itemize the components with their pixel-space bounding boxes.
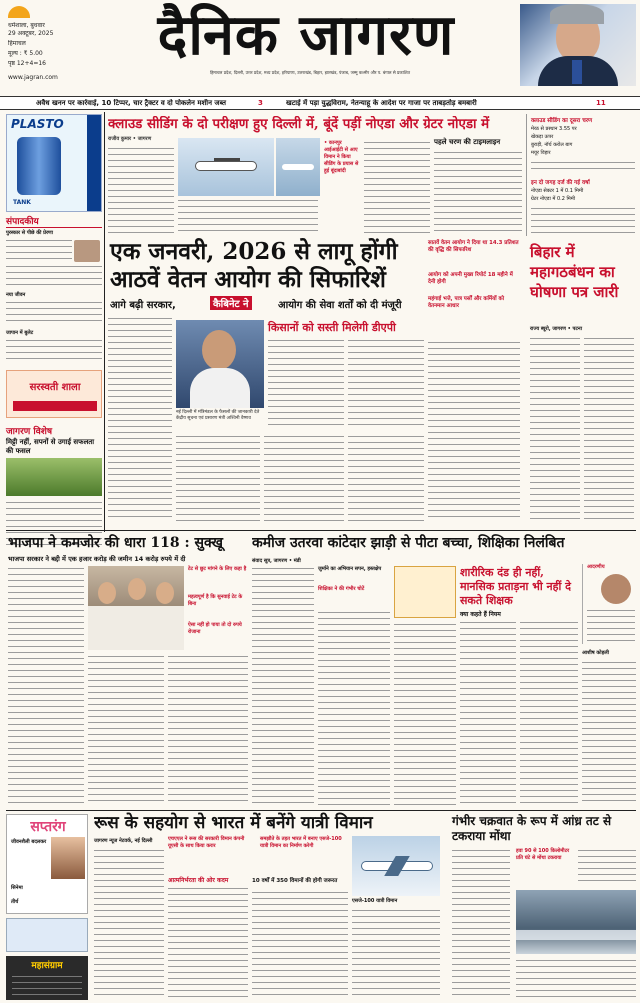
saraswati-shala-box[interactable] bbox=[6, 370, 102, 418]
ticker-bar bbox=[0, 96, 640, 110]
cyclone-waves-photo bbox=[516, 890, 636, 954]
saptrang-photo bbox=[51, 837, 85, 879]
lead-byline: राजीव कुमार • जागरण bbox=[108, 136, 152, 142]
main-headline-2[interactable]: आठवें वेतन आयोग की सिफारिशें bbox=[110, 266, 386, 293]
russia-headline[interactable]: रूस के सहयोग से भारत में बनेंगे यात्री विमान bbox=[94, 813, 373, 833]
seeding-item-4: मयूर विहार bbox=[531, 150, 551, 156]
saraswati-shala-title: सरस्वती शाला bbox=[29, 382, 81, 393]
sukhu-photo bbox=[88, 566, 184, 650]
seeding-item-3: बुराड़ी, नॉर्थ करोल बाग bbox=[531, 142, 573, 148]
water-tank-image bbox=[17, 137, 61, 195]
rain-item-2: ग्रेटर नोएडा में 0.2 मिमी bbox=[531, 196, 576, 202]
bihar-byline: राज्य ब्यूरो, जागरण • पटना bbox=[530, 326, 582, 332]
ticker-left[interactable]: अवैध खनन पर कार्रवाई, 10 टिप्पर, चार ट्रैक्टर व दो पोकलेन मशीन जब्त bbox=[36, 99, 227, 107]
vishesh-headline[interactable]: मिट्टी नहीं, सपनों से उगाई सफलता की फसल bbox=[6, 437, 95, 455]
russia-point-2: समझौते के तहत भारत में बनाए एसजे-100 यात्री विमान का निर्माण करेगी bbox=[260, 836, 342, 849]
point-1: सातवें वेतन आयोग ने दिया था 14.3 प्रतिशत की वृद्धि की सिफारिश bbox=[428, 240, 519, 253]
saptrang-item-3: तीर्थ bbox=[11, 899, 19, 905]
author-name: आशीष कोहली bbox=[582, 650, 609, 656]
physical-subhead: क्या कहते हैं नियम bbox=[460, 611, 501, 618]
kameez-byline: संवाद सूत्र, जागरण • मंडी bbox=[252, 558, 301, 564]
kameez-point-1: जुर्माने का अभियान सपन, हस्तक्षेप bbox=[318, 566, 382, 572]
newspaper-title: दैनिक जागरण bbox=[157, 2, 455, 68]
point-3: महंगाई भत्ते, पात्र पर्सों और कर्मियों को वेतनमान आधार bbox=[428, 296, 505, 309]
ticker-right[interactable]: खटाई में पड़ा युद्धविराम, नेतन्याहू के आदेश पर गाजा पर ताबड़तोड़ बमबारी bbox=[286, 99, 477, 107]
ad-brand: PLASTO bbox=[11, 117, 64, 131]
cabinet-badge: कैबिनेट ने bbox=[210, 296, 252, 310]
saptrang-item-1: जीवनशैली बदलकर bbox=[11, 839, 47, 845]
bjp-point-2: महत्वपूर्ण है कि सुनवाई टेट के बिना bbox=[188, 594, 243, 607]
russia-box-title: आत्मनिर्भरता की ओर कदम bbox=[168, 877, 229, 884]
highlight-box bbox=[394, 566, 456, 618]
quote-title: आदरणीय bbox=[587, 564, 605, 570]
quote-card bbox=[582, 564, 636, 644]
saptrang-title: सप्तरंग bbox=[30, 819, 66, 835]
editorial-section bbox=[6, 214, 102, 364]
cyclone-box: हवा 90 से 100 किलोमीटर प्रति घंटे से मोंथा टकराया bbox=[516, 848, 570, 861]
rain-subtitle: इन दो जगह दर्ज की गई वर्षा bbox=[531, 180, 590, 186]
physical-punishment-headline[interactable]: शारीरिक दंड ही नहीं, मानसिक प्रताड़ना भी नहीं दे सकते शिक्षक bbox=[460, 566, 572, 607]
lead-body-col1 bbox=[108, 146, 174, 236]
vaishnaw-photo bbox=[176, 320, 264, 408]
issue-date: 29 अक्टूबर, 2025 bbox=[8, 30, 54, 37]
plane-photo-caption: एसजे-100 यात्री विमान bbox=[352, 898, 398, 904]
editorial-author-photo bbox=[74, 240, 100, 262]
bjp-headline[interactable]: भाजपा ने कमजोर की धारा 118 : सुक्खू bbox=[8, 535, 224, 551]
point-2: आयोग को अपनी मुख्य रिपोर्ट 18 महीने में देनी होगी bbox=[428, 272, 513, 285]
main-photo-caption: नई दिल्ली में मंत्रिमंडल के फैसलों की जानकारी देते केंद्रीय सूचना एवं प्रसारण मंत्री अश्विनी वैष्णव bbox=[176, 410, 260, 421]
price: मूल्य : ₹ 5.00 bbox=[8, 50, 43, 57]
rain-item-1: नोएडा सेक्टर 1 में 0.1 मिमी bbox=[531, 188, 584, 194]
sj100-plane-photo bbox=[352, 836, 440, 896]
ad-tagline: TANK bbox=[13, 199, 31, 206]
mahasangram-title: महासंग्राम bbox=[31, 961, 63, 971]
editorial-item-2[interactable]: नया जीवन bbox=[6, 292, 26, 298]
timeline-label: पहले चरण की टाइमलाइन bbox=[434, 138, 501, 146]
plasto-ad[interactable] bbox=[6, 114, 102, 212]
lead-headline[interactable]: क्लाउड सीडिंग के दो परीक्षण हुए दिल्ली में, बूंदें पड़ीं नोएडा और ग्रेटर नोएडा में bbox=[108, 116, 490, 132]
russia-point-1: एचएएल ने रूस की सरकारी विमान कंपनी यूएसी के साथ किया करार bbox=[168, 836, 245, 849]
main-headline-1[interactable]: एक जनवरी, 2026 से लागू होंगी bbox=[110, 238, 398, 265]
editorial-item-1[interactable]: पुरस्कार से पीछे की प्रेरणा bbox=[6, 230, 53, 236]
bjp-points bbox=[188, 566, 248, 666]
russia-box-sub: 10 वर्षों में 350 विमानों की होगी जरूरत bbox=[252, 878, 338, 884]
city-date: धर्मशाला, बुधवार bbox=[8, 22, 45, 29]
editorial-item-3[interactable]: जापान में बुलेट bbox=[6, 330, 34, 336]
seeding-phase-box bbox=[526, 114, 636, 236]
bjp-point-1: टेट से छूट मांगने के लिए कहा है bbox=[188, 566, 247, 572]
saptrang-box[interactable] bbox=[6, 814, 88, 914]
lead-side-caption: • कानपुर आईआईटी से आए विमान ने किया सीडिंग के प्रयास से हुई बूंदाबांदी bbox=[324, 140, 359, 174]
edition-name: हिमाचल bbox=[8, 40, 26, 47]
kameez-headline[interactable]: कमीज उतरवा कांटेदार झाड़ी से पीटा बच्चा, शिक्षिका निलंबित bbox=[252, 535, 565, 551]
cloud-seeding-plane-photo-2 bbox=[276, 138, 320, 196]
farmers-headline[interactable]: किसानों को सस्ती मिलेगी डीएपी bbox=[268, 321, 396, 334]
cloud-seeding-plane-photo bbox=[178, 138, 274, 196]
saptrang-item-2: सिनेमा bbox=[11, 885, 23, 891]
editorial-header: संपादकीय bbox=[6, 214, 102, 228]
seeding-box-title: क्लाउड सीडिंग का दूसरा चरण bbox=[531, 118, 593, 124]
masthead bbox=[0, 0, 640, 96]
kameez-point-2: शिक्षिका ने की गंभीर चोटें bbox=[318, 586, 365, 592]
main-sub-1: आगे बढ़ी सरकार, bbox=[110, 300, 176, 311]
ad-phone-strip bbox=[87, 115, 101, 211]
seeding-item-1: मेरठ से प्रस्थान 3.55 पर bbox=[531, 126, 577, 132]
website-link[interactable]: www.jagran.com bbox=[8, 74, 58, 81]
ashish-photo bbox=[601, 574, 631, 604]
cyclone-headline[interactable]: गंभीर चक्रवात के रूप में आंध्र तट से टकराया मोंथा bbox=[452, 814, 612, 843]
bjp-point-3: ऐसा नहीं हो पाया तो दो रुपये रोजाना bbox=[188, 622, 242, 635]
editions-line: हिमाचल प्रदेश, दिल्ली, उत्तर प्रदेश, मध्य प्रदेश, हरियाणा, उत्तराखंड, बिहार, झारखंड, पंजाब, जम्मू कश्मीर और प. बंगाल से प्रकाशित bbox=[210, 70, 410, 75]
mahasangram-box[interactable] bbox=[6, 956, 88, 1000]
ticker-left-page: 3 bbox=[258, 99, 263, 107]
russia-byline: जागरण न्यूज नेटवर्क, नई दिल्ली bbox=[94, 838, 153, 844]
pages: पृष्ठ 12+4=16 bbox=[8, 60, 46, 67]
masthead-photo bbox=[520, 4, 636, 86]
farm-photo bbox=[6, 458, 102, 496]
russia-points bbox=[168, 836, 348, 870]
bihar-headline[interactable]: बिहार में महागठबंधन का घोषणा पत्र जारी bbox=[530, 243, 619, 301]
ticker-right-page: 11 bbox=[596, 99, 606, 107]
kameez-points bbox=[318, 566, 390, 606]
seeding-item-2: खेकड़ा ऊपर bbox=[531, 134, 554, 140]
bjp-subheadline: भाजपा सरकार ने बद्दी में एक हजार करोड़ की जमीन 14 करोड़ रुपये में दी bbox=[8, 555, 186, 563]
vishesh-label: जागरण विशेष bbox=[6, 427, 53, 437]
ad-strip[interactable] bbox=[6, 918, 88, 952]
jagran-logo-sun-icon bbox=[8, 6, 30, 18]
main-sub-2: आयोग की सेवा शर्तों को दी मंजूरी bbox=[278, 300, 402, 311]
